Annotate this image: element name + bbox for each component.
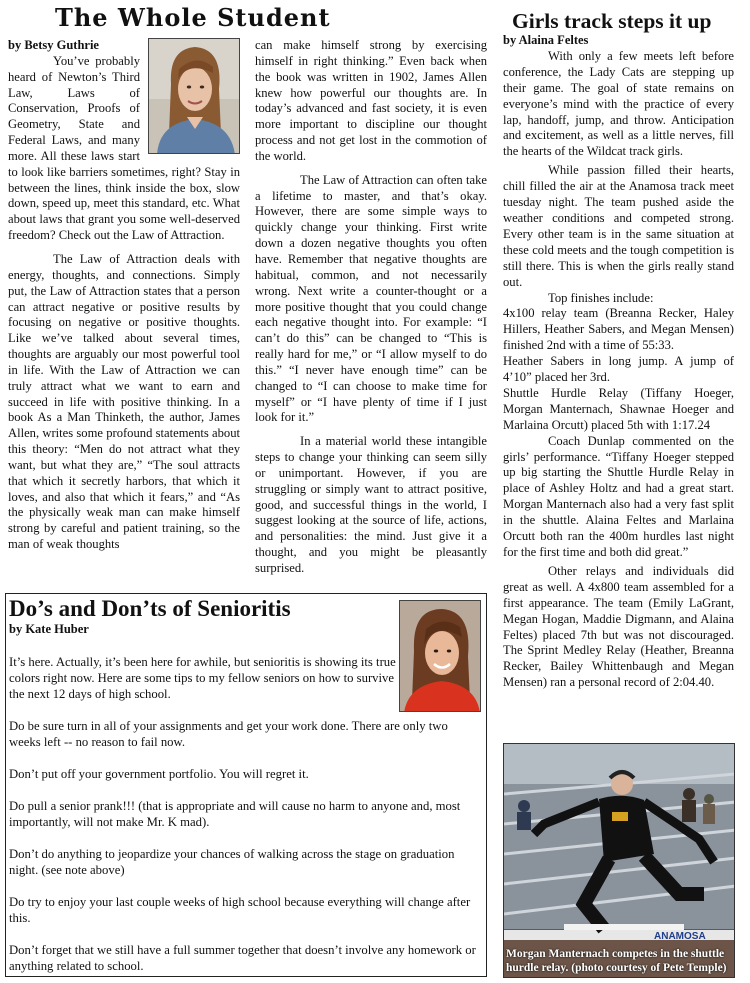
senioritis-tip: Do try to enjoy your last couple weeks of high school because everything will change after this.: [9, 895, 471, 925]
whole-student-paragraph: The Law of Attraction can often take a lifetime to master, and that’s okay. However, there are some simple ways to quickly change your thinking. First write down a dozen negative thoughts you often have. Remember that negative thoughts are habitual, common, and not necessarily wrong. Next write a counter-thought or a more positive thought that you could change each negative thought into. For example: “I can’t do this” can be changed to “This is really hard for me,” or “I allow myself to do this.” “I never have enough time” can be changed to “I can choose to make time for myself” or “I have plenty of time if I just look for it.”: [255, 172, 487, 425]
girls-track-byline: by Alaina Feltes: [503, 33, 589, 47]
girls-track-article: [503, 33, 734, 691]
girls-track-paragraph: With only a few meets left before conference, the Lady Cats are stepping up their game. The goal of state remains on everyone’s mind with the practice of every lap, handoff, jump, and throw. Anticipation and excitement, as well as a little nerves, fill the hearts of the Wildcat track girls.: [503, 48, 734, 159]
senioritis-title: Do’s and Don’ts of Senioritis: [9, 596, 291, 621]
senioritis-tip: Do pull a senior prank!!! (that is appropriate and will cause no harm to anyone and, most importantly, will not make Mr. K mad).: [9, 799, 461, 829]
whole-student-paragraph: You’ve probably heard of Newton’s Third Law, Laws of Conservation, Proofs of Geometry, State and Federal Laws, and many more. All these laws start to look like barriers sometimes, right? Stay in between the lines, think inside the box, slow down, speed up, meet this standard, etc. What about laws that grant you some well-deserved freedom? Check out the Law of Attraction.: [8, 53, 240, 243]
girls-track-paragraph: Other relays and individuals did great as well. A 4x800 team assembled for a first appearance. The team (Emily LaGrant, Megan Hogan, Maddie Digmann, and Alaina Feltes) placed 7th but was not discouraged. The Sprint Medley Relay (Heather, Breanna Recker, Bailey Whittenbaugh and Megan Mensen) ran a personal record of 2:04.40.: [503, 563, 734, 690]
senioritis-article-box: [5, 593, 487, 977]
girls-track-paragraph: While passion filled their hearts, chill filled the air at the Anamosa track meet tuesday night. The team pushed aside the weather conditions and competed strong. Every other team is in the same situation at these cold meets and the tough competition is still there. This is when the girls really stand out.: [503, 163, 734, 289]
photo-caption: Morgan Manternach competes in the shuttle hurdle relay. (photo courtesy of Pete Temple): [506, 948, 727, 974]
whole-student-paragraph: can make himself strong by exercising himself in right thinking.” Even back when the book was written in 1902, James Allen knew how powerful our thoughts are. In today’s advanced and fast society, it is even more important to discipline our thought process and not get lost in the commotion of the world.: [255, 38, 487, 163]
senioritis-intro: It’s here. Actually, it’s been here for awhile, but senioritis is showing its true colors right now. Here are some tips to my fellow seniors on how to survive the next 12 days of high school.: [9, 655, 396, 701]
hurdle-relay-photo: [503, 743, 735, 978]
girls-track-finish: 4x100 relay team (Breanna Recker, Haley Hillers, Heather Sabers, and Megan Mensen) finished 2nd with a time of 55:33.: [503, 306, 734, 353]
whole-student-paragraph: In a material world these intangible steps to change your thinking can seem silly or unimportant. However, if you are struggling or simply want to attract positive, good, and successful things in the world, I suggest looking at the source of life, actions, and personalities: the mind. Just give it a thought, and you might be pleasantly surprised.: [255, 434, 487, 575]
senioritis-tip: Don’t forget that we still have a full summer together that doesn’t involve any homework or anything related to school.: [9, 943, 476, 973]
girls-track-paragraph: Coach Dunlap commented on the girls’ performance. “Tiffany Hoeger stepped up big starting the Shuttle Hurdle Relay in place of Ashley Holtz and had a great start. Morgan Manternach also had a very fast split in the shuttle. Alaina Feltes and Marlaina Orcutt both ran the 400m hurdles last night for the first time and both did great.”: [503, 433, 734, 559]
senioritis-body: [9, 654, 481, 974]
senioritis-tip: Don’t do anything to jeopardize your chances of walking across the stage on graduation night. (see note above): [9, 847, 455, 877]
whole-student-byline: by Betsy Guthrie: [8, 38, 99, 52]
whole-student-paragraph: The Law of Attraction deals with energy, thoughts, and connections. Simply put, the Law of Attraction states that a person can attract negative or positive results by focusing on negative or positive thoughts. Like we’ve talked about several times, thoughts are arguably our most powerful tool in life. With the Law of Attraction we can truly attract what we want to earn and succeed in life with positive thinking. In a book As a Man Thinketh, the author, James Allen, writes some profound statements about this theory: “Men do not attract what they want, but what they are,” “The soul attracts that which it secretly harbors, that which it loves, and also that which it fears,” and “As the physically weak man can make himself strong by careful and patient training, so the man of weak thoughts: [8, 251, 240, 552]
girls-track-title: Girls track steps it up: [512, 9, 712, 33]
girls-track-finish: Shuttle Hurdle Relay (Tiffany Hoeger, Morgan Manternach, Shawnae Hoeger and Marlaina Orcutt) placed 5th with 1:17.24: [503, 385, 734, 432]
whole-student-title: The Whole Student: [55, 3, 331, 32]
whole-student-column-1: [8, 38, 240, 553]
photo-banner-text: ANAMOSA: [654, 931, 706, 942]
senioritis-tip: Don’t put off your government portfolio. You will regret it.: [9, 767, 309, 781]
senioritis-tip: Do be sure turn in all of your assignments and get your work done. There are only two weeks left -- no reason to fail now.: [9, 719, 448, 749]
whole-student-column-2: [255, 38, 487, 577]
senioritis-byline: by Kate Huber: [9, 622, 89, 636]
girls-track-paragraph: Top finishes include:: [548, 290, 654, 305]
girls-track-finish: Heather Sabers in long jump. A jump of 4’10” placed her 3rd.: [503, 354, 734, 385]
betsy-guthrie-photo: [148, 38, 240, 154]
